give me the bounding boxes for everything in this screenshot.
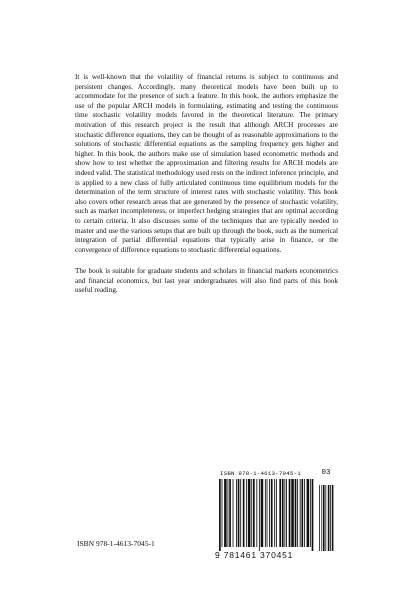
barcode-bar bbox=[271, 479, 273, 547]
barcode-bar bbox=[248, 479, 251, 547]
barcode-bar bbox=[236, 479, 237, 547]
isbn-footer: ISBN 978-1-4613-7045-1 bbox=[77, 539, 155, 548]
barcode-addon-bar bbox=[332, 485, 334, 551]
barcode-bar bbox=[295, 479, 297, 547]
barcode-bar bbox=[300, 479, 301, 547]
barcode-bar bbox=[219, 479, 221, 551]
barcode-ean-digits: 9 781461 370451 bbox=[215, 550, 294, 560]
barcode-bar bbox=[289, 479, 291, 547]
isbn-barcode bbox=[215, 470, 335, 570]
barcode-bar bbox=[251, 479, 252, 547]
barcode-bar bbox=[284, 479, 285, 547]
barcode-bar bbox=[224, 479, 227, 547]
barcode-bar bbox=[267, 479, 268, 547]
barcode-bar bbox=[256, 479, 257, 547]
barcode-bar bbox=[229, 479, 231, 547]
barcode-bar bbox=[301, 479, 303, 547]
barcode-bar bbox=[240, 479, 241, 547]
barcode-addon-bar bbox=[319, 485, 320, 551]
barcode-addon-bar bbox=[330, 485, 331, 551]
barcode-bar bbox=[274, 479, 275, 547]
barcode-bar bbox=[246, 479, 247, 547]
barcode-bar bbox=[307, 479, 310, 547]
barcode-bar bbox=[269, 479, 270, 547]
barcode-bar bbox=[233, 479, 234, 547]
barcode-bar bbox=[276, 479, 277, 547]
barcode-addon-bar bbox=[323, 485, 325, 551]
barcode-bar bbox=[279, 479, 281, 547]
description-paragraph-2: The book is suitable for graduate students and scholars in financial markets econometrics and financial economics, but last year undergraduates will also find parts of this book useful reading. bbox=[75, 267, 338, 295]
barcode-bar bbox=[243, 479, 245, 547]
barcode-addon-bar bbox=[328, 485, 330, 551]
barcode-bar bbox=[304, 479, 305, 547]
barcode-bar bbox=[291, 479, 294, 547]
barcode-bar bbox=[261, 479, 264, 547]
back-cover-description bbox=[75, 73, 338, 296]
barcode-bar bbox=[228, 479, 229, 547]
barcode-bar bbox=[238, 479, 240, 547]
barcode-bar bbox=[310, 479, 311, 547]
barcode-bars bbox=[215, 479, 335, 551]
barcode-bar bbox=[253, 479, 255, 547]
barcode-bar bbox=[297, 479, 298, 547]
barcode-addon-digits: 03 bbox=[321, 469, 331, 477]
barcode-isbn-label: ISBN 978-1-4613-7045-1 bbox=[220, 470, 301, 477]
barcode-bar bbox=[265, 479, 266, 547]
description-paragraph-1: It is well-known that the volatility of financial returns is subject to continuous and persistent changes. Accordingly, many theoretical models have been built up to accommodate for the presence of such a feature. In this book, the authors emphasize the use of the popular ARCH models in formulating, estimating and testing the continuous time stochastic volatility models favored in the theoretical literature. The primary motivation of this research project is the result that although ARCH processes are stochastic difference equations, they can be thought of as reasonable approximations to the solutions of stochastic differential equations as the sampling frequency gets higher and higher. In this book, the authors make use of simulation based econometric methods and show how to test whether the approximation and filtering results for ARCH models are indeed valid. The statistical methodology used rests on the indirect inference principle, and is applied to a new class of fully articulated continuous time equilibrium models for the determination of the term structure of interest rates with stochastic volatility. This book also covers other research areas that are generated by the presence of stochastic volatility, such as market incompleteness, or imperfect hedging strategies that are optimal according to certain criteria. It also discusses some of the techniques that are typically needed to master and use the various setups that are built up through the book, such as the numerical integration of partial differential equations that typically arise in finance, or the convergence of difference equations to stochastic differential equations. bbox=[75, 73, 338, 254]
barcode-bar bbox=[282, 479, 284, 547]
barcode-addon-bar bbox=[321, 485, 322, 551]
barcode-bar bbox=[286, 479, 287, 547]
barcode-addon-bar bbox=[325, 485, 326, 551]
barcode-bar bbox=[222, 479, 223, 547]
barcode-bar bbox=[259, 479, 260, 551]
barcode-bar bbox=[312, 479, 314, 551]
